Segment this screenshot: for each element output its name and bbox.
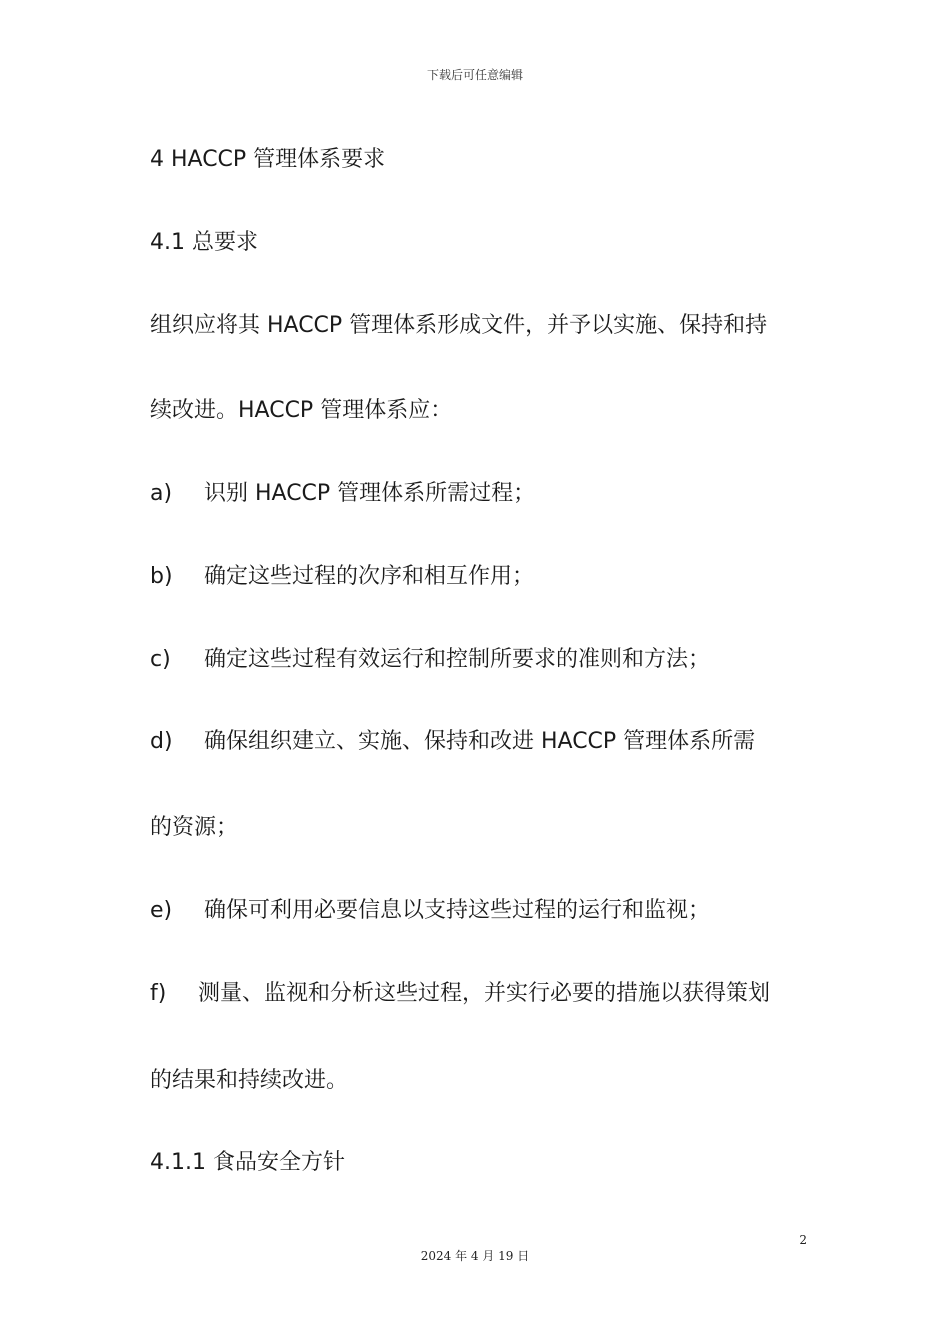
list-item-c — [150, 645, 810, 675]
section-heading-4-1: 4.1 总要求 — [150, 230, 258, 255]
list-item-label: e) — [150, 898, 173, 923]
paragraph-line-1: 组织应将其 HACCP 管理体系形成文件，并予以实施、保持和持 — [150, 313, 768, 338]
list-item-d-continued — [150, 813, 810, 843]
list-item-text: 的资源； — [150, 815, 239, 840]
list-item-text: 确定这些过程有效运行和控制所要求的准则和方法； — [204, 647, 711, 672]
list-item-label: d) — [150, 729, 173, 754]
section-heading-4-1-1: 4.1.1 食品安全方针 — [150, 1150, 345, 1175]
list-item-label: b) — [150, 564, 173, 589]
list-item-f — [150, 979, 810, 1009]
list-item-text: 确保组织建立、实施、保持和改进 HACCP 管理体系所需 — [204, 729, 756, 754]
list-item-label: a) — [150, 481, 173, 506]
list-item-text: 的结果和持续改进。 — [150, 1068, 349, 1093]
list-item-f-continued — [150, 1066, 810, 1096]
page-number: 2 — [799, 1233, 807, 1247]
list-item-text: 确保可利用必要信息以支持这些过程的运行和监视； — [204, 898, 711, 923]
list-item-e — [150, 896, 810, 926]
list-item-label: c) — [150, 647, 171, 672]
footer-date: 2024 年 4 月 19 日 — [420, 1249, 530, 1263]
page-header: 下载后可任意编辑 — [426, 68, 523, 82]
list-item-d — [150, 727, 810, 757]
list-item-text: 识别 HACCP 管理体系所需过程； — [204, 481, 536, 506]
section-heading-4: 4 HACCP 管理体系要求 — [150, 147, 386, 172]
list-item-text: 确定这些过程的次序和相互作用； — [204, 564, 535, 589]
paragraph-line-2: 续改进。HACCP 管理体系应： — [150, 398, 453, 423]
list-item-text: 测量、监视和分析这些过程，并实行必要的措施以获得策划 — [198, 981, 771, 1006]
list-item-b — [150, 562, 810, 592]
list-item-label: f) — [150, 981, 167, 1006]
list-item-a — [150, 479, 810, 509]
